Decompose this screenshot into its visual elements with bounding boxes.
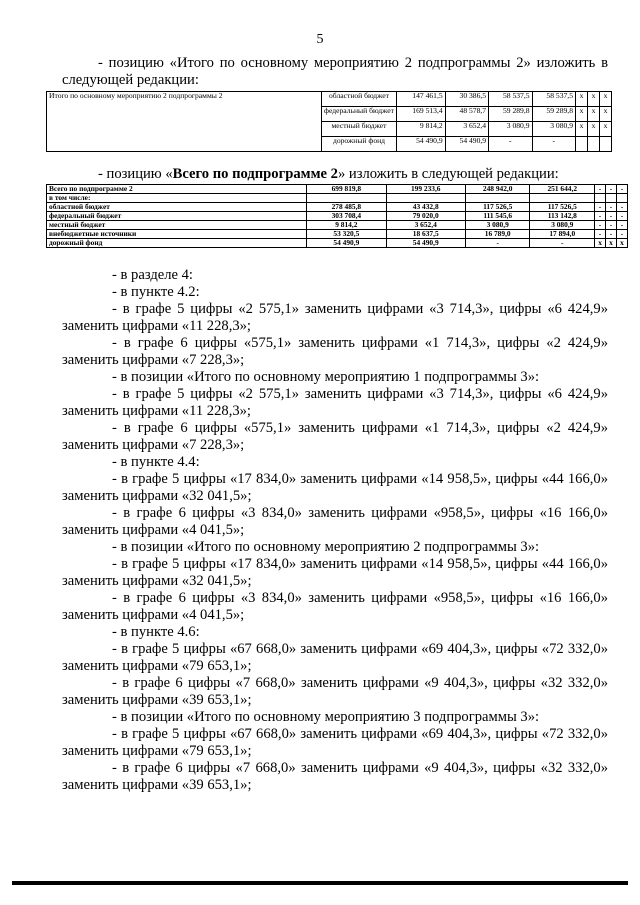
table-cell-mark: [600, 137, 612, 152]
table-cell-mark: [588, 137, 600, 152]
table-cell-value: 18 637,5: [386, 230, 465, 239]
table-cell-label: федеральный бюджет: [47, 212, 307, 221]
text-line: - в позиции «Итого по основному мероприятию 2 подпрограммы 3»:: [112, 539, 540, 555]
table-cell-label: внебюджетные источники: [47, 230, 307, 239]
table-cell-mark: -: [595, 221, 606, 230]
table-cell-value: -: [489, 137, 532, 152]
table-main-event-2: [46, 91, 612, 152]
table-cell-value: 303 708,4: [307, 212, 386, 221]
table-cell-mark: [576, 137, 588, 152]
table-cell-value: 251 644,2: [530, 185, 595, 194]
table-cell-value: 53 320,5: [307, 230, 386, 239]
text-line: заменить цифрами «11 228,3»;: [62, 318, 251, 334]
table-row: [47, 185, 628, 194]
text-line: - в графе 5 цифры «17 834,0» заменить цифрами «14 958,5», цифры «44 166,0»: [112, 556, 608, 572]
table-cell-mark: -: [616, 221, 627, 230]
table-cell-mark: -: [595, 212, 606, 221]
table-cell-mark: -: [595, 230, 606, 239]
table-cell-value: 58 537,5: [489, 92, 532, 107]
table-cell-value: 3 080,9: [532, 122, 575, 137]
text-line: - в графе 5 цифры «2 575,1» заменить цифрами «3 714,3», цифры «6 424,9»: [112, 386, 608, 402]
table-cell-label: в том числе:: [47, 194, 307, 203]
table-cell-value: 9 814,2: [397, 122, 446, 137]
text-line: заменить цифрами «4 041,5»;: [62, 522, 245, 538]
table-cell-mark: -: [616, 185, 627, 194]
text-line: - в графе 5 цифры «67 668,0» заменить цифрами «69 404,3», цифры «72 332,0»: [112, 641, 608, 657]
table-cell-value: -: [530, 239, 595, 248]
table-cell-mark: -: [595, 185, 606, 194]
table-cell-mark: х: [588, 107, 600, 122]
text-line: - в пункте 4.4:: [112, 454, 200, 470]
intro-paragraph-1: - позицию «Итого по основному мероприятию 2 подпрограммы 2» изложить в: [98, 55, 608, 71]
table-cell-value: 59 289,8: [489, 107, 532, 122]
table-cell-label: дорожный фонд: [47, 239, 307, 248]
table-cell-value: -: [532, 137, 575, 152]
table-cell-source: местный бюджет: [322, 122, 397, 137]
table-cell-value: 43 432,8: [386, 203, 465, 212]
table-cell-value: 54 490,9: [307, 239, 386, 248]
table-cell-mark: х: [576, 92, 588, 107]
text-line: - в графе 6 цифры «575,1» заменить цифрами «1 714,3», цифры «2 424,9»: [112, 335, 608, 351]
table-cell-value: 54 490,9: [397, 137, 446, 152]
table-cell-mark: -: [606, 203, 617, 212]
table-cell-value: 699 819,8: [307, 185, 386, 194]
text-line: заменить цифрами «7 228,3»;: [62, 352, 245, 368]
table-cell-mark: -: [606, 212, 617, 221]
text-line: - в разделе 4:: [112, 267, 193, 283]
text-line: - в графе 6 цифры «7 668,0» заменить цифрами «9 404,3», цифры «32 332,0»: [112, 760, 608, 776]
bottom-rule: [12, 881, 628, 885]
table-cell-mark: х: [606, 239, 617, 248]
table-cell-mark: -: [595, 203, 606, 212]
text-line: - в графе 6 цифры «575,1» заменить цифрами «1 714,3», цифры «2 424,9»: [112, 420, 608, 436]
table-cell-mark: х: [588, 92, 600, 107]
table-cell-mark: -: [606, 221, 617, 230]
table-cell-label: Всего по подпрограмме 2: [47, 185, 307, 194]
intro-2-bold: Всего по подпрограмме 2: [172, 166, 338, 182]
text-line: - в графе 6 цифры «3 834,0» заменить цифрами «958,5», цифры «16 166,0»: [112, 590, 608, 606]
table-cell-value: 58 537,5: [532, 92, 575, 107]
table-subprogram-2-total: [46, 184, 628, 248]
table-cell-source: дорожный фонд: [322, 137, 397, 152]
table-row: [47, 239, 628, 248]
table-cell-mark: -: [616, 212, 627, 221]
table-cell-value: 54 490,9: [445, 137, 488, 152]
table-cell-mark: х: [588, 122, 600, 137]
table-cell-value: 3 080,9: [489, 122, 532, 137]
intro-paragraph-1b: следующей редакции:: [62, 72, 199, 88]
table-cell-mark: х: [600, 122, 612, 137]
table-cell-label: местный бюджет: [47, 221, 307, 230]
text-line: - в графе 5 цифры «17 834,0» заменить цифрами «14 958,5», цифры «44 166,0»: [112, 471, 608, 487]
table-cell-value: 16 789,0: [465, 230, 530, 239]
table-cell-mark: -: [616, 203, 627, 212]
table-cell-value: 117 526,5: [465, 203, 530, 212]
table-cell-value: 169 513,4: [397, 107, 446, 122]
table-cell-value: 3 652,4: [445, 122, 488, 137]
table-cell-value: 278 485,8: [307, 203, 386, 212]
page-number: 5: [316, 32, 324, 47]
intro-paragraph-2: [98, 166, 559, 183]
text-line: заменить цифрами «32 041,5»;: [62, 573, 252, 589]
table-cell-value: 48 578,7: [445, 107, 488, 122]
table-cell-value: 117 526,5: [530, 203, 595, 212]
text-line: заменить цифрами «39 653,1»;: [62, 692, 252, 708]
text-line: заменить цифрами «39 653,1»;: [62, 777, 252, 793]
table-cell-mark: х: [576, 122, 588, 137]
table-cell-source: областной бюджет: [322, 92, 397, 107]
text-line: заменить цифрами «32 041,5»;: [62, 488, 252, 504]
text-line: - в графе 5 цифры «2 575,1» заменить цифрами «3 714,3», цифры «6 424,9»: [112, 301, 608, 317]
table-cell-mark: -: [606, 230, 617, 239]
text-line: - в пункте 4.2:: [112, 284, 200, 300]
table-cell-value: -: [465, 239, 530, 248]
text-line: - в позиции «Итого по основному мероприятию 3 подпрограммы 3»:: [112, 709, 540, 725]
table-cell-mark: х: [600, 92, 612, 107]
table-cell-value: 147 461,5: [397, 92, 446, 107]
table-cell-label: Итого по основному мероприятию 2 подпрограммы 2: [47, 92, 322, 152]
table-cell-mark: -: [606, 185, 617, 194]
text-line: - в пункте 4.6:: [112, 624, 200, 640]
table-cell-value: 59 289,8: [532, 107, 575, 122]
table-cell-mark: х: [595, 239, 606, 248]
text-line: - в графе 6 цифры «7 668,0» заменить цифрами «9 404,3», цифры «32 332,0»: [112, 675, 608, 691]
table-cell-value: 9 814,2: [307, 221, 386, 230]
table-cell-mark: х: [600, 107, 612, 122]
table-cell-value: 3 080,9: [465, 221, 530, 230]
table-cell-value: 79 020,0: [386, 212, 465, 221]
table-cell-label: областной бюджет: [47, 203, 307, 212]
table-cell-mark: х: [576, 107, 588, 122]
text-line: - в позиции «Итого по основному мероприятию 1 подпрограммы 3»:: [112, 369, 540, 385]
intro-2-prefix: - позицию «: [98, 166, 173, 182]
table-cell-value: 199 233,6: [386, 185, 465, 194]
table-cell-value: 3 080,9: [530, 221, 595, 230]
text-line: заменить цифрами «11 228,3»;: [62, 403, 251, 419]
table-cell-value: 248 942,0: [465, 185, 530, 194]
text-line: - в графе 5 цифры «67 668,0» заменить цифрами «69 404,3», цифры «72 332,0»: [112, 726, 608, 742]
table-cell-mark: х: [616, 239, 627, 248]
text-line: заменить цифрами «79 653,1»;: [62, 743, 252, 759]
text-line: заменить цифрами «7 228,3»;: [62, 437, 245, 453]
table-cell-value: 54 490,9: [386, 239, 465, 248]
table-cell-source: федеральный бюджет: [322, 107, 397, 122]
text-line: заменить цифрами «4 041,5»;: [62, 607, 245, 623]
table-cell-value: 111 545,6: [465, 212, 530, 221]
table-cell-value: 3 652,4: [386, 221, 465, 230]
table-row: [47, 92, 612, 107]
table-cell-value: 17 894,0: [530, 230, 595, 239]
table-cell-value: 113 142,8: [530, 212, 595, 221]
table-cell-mark: -: [616, 230, 627, 239]
table-cell-value: 30 386,5: [445, 92, 488, 107]
text-line: - в графе 6 цифры «3 834,0» заменить цифрами «958,5», цифры «16 166,0»: [112, 505, 608, 521]
intro-2-suffix: » изложить в следующей редакции:: [337, 166, 559, 182]
text-line: заменить цифрами «79 653,1»;: [62, 658, 252, 674]
